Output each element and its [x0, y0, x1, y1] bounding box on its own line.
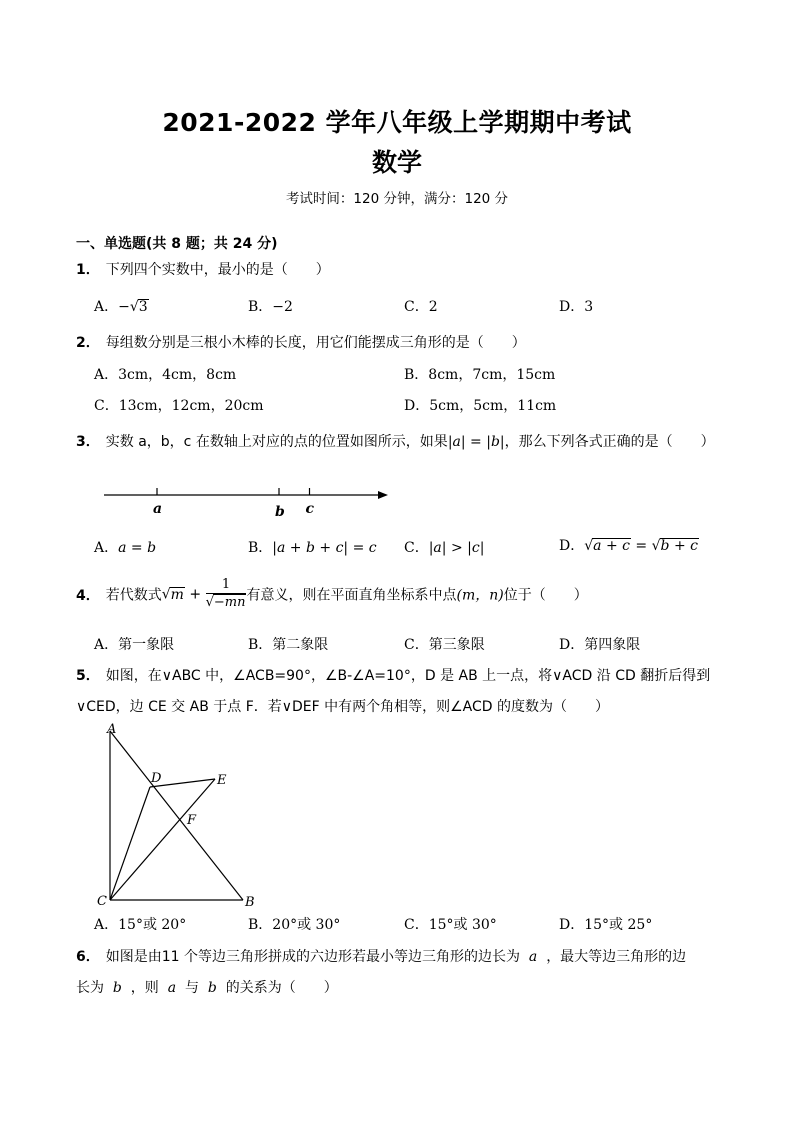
option-text: 2	[428, 299, 438, 315]
option-label: D．	[559, 299, 585, 315]
option-text: |a| > |c|	[428, 540, 485, 556]
q1-option-d	[559, 296, 593, 316]
math-condition: |a| = |b|	[447, 434, 505, 450]
question-text-cont: 与	[184, 980, 199, 996]
label-e: E	[217, 773, 227, 788]
exam-info: 考试时间：120 分钟，满分：120 分	[285, 191, 509, 207]
axis-arrow-icon	[378, 491, 388, 499]
option-text: 8cm，7cm，15cm	[428, 367, 556, 383]
subject-title: 数学	[371, 148, 422, 177]
option-label: C．	[404, 540, 429, 556]
question-text: 若代数式	[105, 587, 162, 604]
question-text-cont: 有意义，则在平面直角坐标系中点	[246, 587, 457, 604]
option-label: C．	[94, 398, 119, 414]
question-text: 如图是由11 个等边三角形拼成的六边形若最小等边三角形的边长为	[105, 949, 521, 965]
option-text: 15°或 20°	[118, 917, 187, 933]
axis-label-a: a	[153, 501, 163, 517]
question-text-cont: ，那么下列各式正确的是（ ）	[504, 434, 715, 450]
math-variable-b: b	[112, 980, 122, 996]
option-label: C．	[404, 637, 429, 653]
q3-option-b	[248, 537, 377, 557]
question-text-end: 位于（ ）	[503, 587, 588, 604]
q5-option-c	[404, 914, 497, 934]
option-text: 第三象限	[428, 637, 485, 653]
option-text: 3	[584, 299, 594, 315]
option-label: C．	[404, 299, 429, 315]
radicand: b + c	[660, 538, 698, 554]
option-text: 20°或 30°	[272, 917, 341, 933]
option-label: A．	[94, 367, 119, 383]
q2-option-a	[94, 364, 236, 384]
q2-option-d	[404, 395, 556, 415]
figure-lines	[110, 731, 243, 900]
question-3-stem	[76, 431, 715, 451]
axis-label-b: b	[275, 504, 285, 520]
question-number: 2．	[76, 335, 100, 351]
q1-option-a	[94, 296, 149, 316]
math-variable-a: a	[528, 949, 538, 965]
option-text: 第一象限	[118, 637, 175, 653]
math-variable-b: b	[207, 980, 217, 996]
radicand: m	[170, 586, 184, 603]
question-number: 6．	[76, 949, 100, 965]
axis-label-c: c	[305, 501, 315, 517]
equals-sign: =	[630, 538, 652, 554]
option-label: D．	[404, 398, 430, 414]
option-text: 15°或 30°	[428, 917, 497, 933]
option-text: 5cm，5cm，11cm	[429, 398, 557, 414]
q5-option-d	[559, 914, 652, 934]
option-text: 15°或 25°	[584, 917, 653, 933]
q4-option-c	[404, 634, 485, 654]
fraction	[206, 577, 247, 612]
q4-option-b	[248, 634, 328, 654]
segment-cd	[110, 787, 150, 900]
option-text: 第四象限	[584, 637, 641, 653]
section-heading: 一、单选题(共 8 题；共 24 分)	[76, 236, 278, 252]
q3-option-c	[404, 537, 484, 557]
option-label: B．	[248, 637, 273, 653]
option-text: 3cm，4cm，8cm	[118, 367, 237, 383]
sqrt-sign: √	[584, 538, 594, 554]
option-sign: −	[118, 299, 130, 315]
option-label: A．	[94, 637, 119, 653]
q2-option-c	[94, 395, 264, 415]
question-text: 如图，在∨ABC 中，∠ACB=90°，∠B-∠A=10°，D 是 AB 上一点，将∨ACD 沿 CD 翻折后得到	[105, 668, 711, 684]
option-label: C．	[404, 917, 429, 933]
option-text: 13cm，12cm，20cm	[118, 398, 264, 414]
radicand: −mn	[213, 595, 246, 610]
question-1-stem	[76, 259, 330, 279]
option-label: A．	[94, 917, 119, 933]
math-point: (m，n)	[456, 587, 504, 604]
option-label: D．	[559, 538, 585, 554]
label-a: A	[107, 722, 117, 737]
plus-sign: +	[184, 586, 206, 603]
option-text: 第二象限	[272, 637, 329, 653]
question-text-end: 的关系为（ ）	[225, 980, 338, 996]
question-number: 1．	[76, 262, 100, 278]
question-5-line2: ∨CED，边 CE 交 AB 于点 F．若∨DEF 中有两个角相等，则∠ACD 的度数为（ ）	[76, 699, 610, 715]
label-d: D	[151, 771, 162, 786]
radicand: 3	[138, 299, 148, 315]
question-number: 5．	[76, 668, 100, 684]
question-2-stem	[76, 332, 526, 352]
option-label: B．	[248, 299, 273, 315]
fraction-numerator: 1	[206, 577, 247, 594]
q1-option-c	[404, 296, 438, 316]
number-line-figure	[100, 480, 400, 520]
question-text: 每组数分别是三根小木棒的长度，用它们能摆成三角形的是（ ）	[105, 335, 526, 351]
q5-option-a	[94, 914, 186, 934]
option-label: A．	[94, 299, 119, 315]
option-text: −2	[272, 299, 293, 315]
question-text-cont: ，则	[130, 980, 159, 996]
question-6-line2	[76, 977, 338, 997]
q3-option-a	[94, 537, 156, 557]
question-text: 实数 a，b，c 在数轴上对应的点的位置如图所示，如果	[105, 434, 448, 450]
triangle-figure	[95, 720, 275, 912]
option-label: B．	[404, 367, 429, 383]
question-4-stem	[76, 577, 588, 612]
option-text: a = b	[118, 540, 157, 556]
q4-option-d	[559, 634, 640, 654]
option-label: B．	[248, 540, 273, 556]
question-number: 3．	[76, 434, 100, 450]
option-label: B．	[248, 917, 273, 933]
sqrt-sign: √	[161, 586, 171, 603]
question-text-cont: ，最大等边三角形的边	[546, 949, 687, 965]
math-variable-a: a	[167, 980, 177, 996]
label-b: B	[245, 895, 255, 910]
question-text: 下列四个实数中，最小的是（ ）	[105, 262, 330, 278]
option-label: D．	[559, 637, 585, 653]
sqrt-sign: √	[651, 538, 661, 554]
question-6-line1	[76, 946, 686, 966]
option-text: |a + b + c| = c	[272, 540, 377, 556]
segment-ab	[110, 731, 243, 900]
sqrt-sign: √	[129, 299, 139, 315]
question-number: 4．	[76, 587, 100, 604]
label-c: C	[97, 894, 107, 909]
q4-option-a	[94, 634, 174, 654]
option-label: D．	[559, 917, 585, 933]
fraction-denominator: √−mn	[205, 595, 246, 610]
option-label: A．	[94, 540, 119, 556]
q2-option-b	[404, 364, 555, 384]
q3-option-d	[559, 535, 699, 555]
exam-title: 2021-2022 学年八年级上学期期中考试	[162, 108, 632, 137]
q1-option-b	[248, 296, 293, 316]
question-5-line1	[76, 665, 710, 685]
radicand: a + c	[593, 538, 630, 554]
question-text: 长为	[76, 980, 104, 996]
q5-option-b	[248, 914, 340, 934]
label-f: F	[187, 813, 197, 828]
